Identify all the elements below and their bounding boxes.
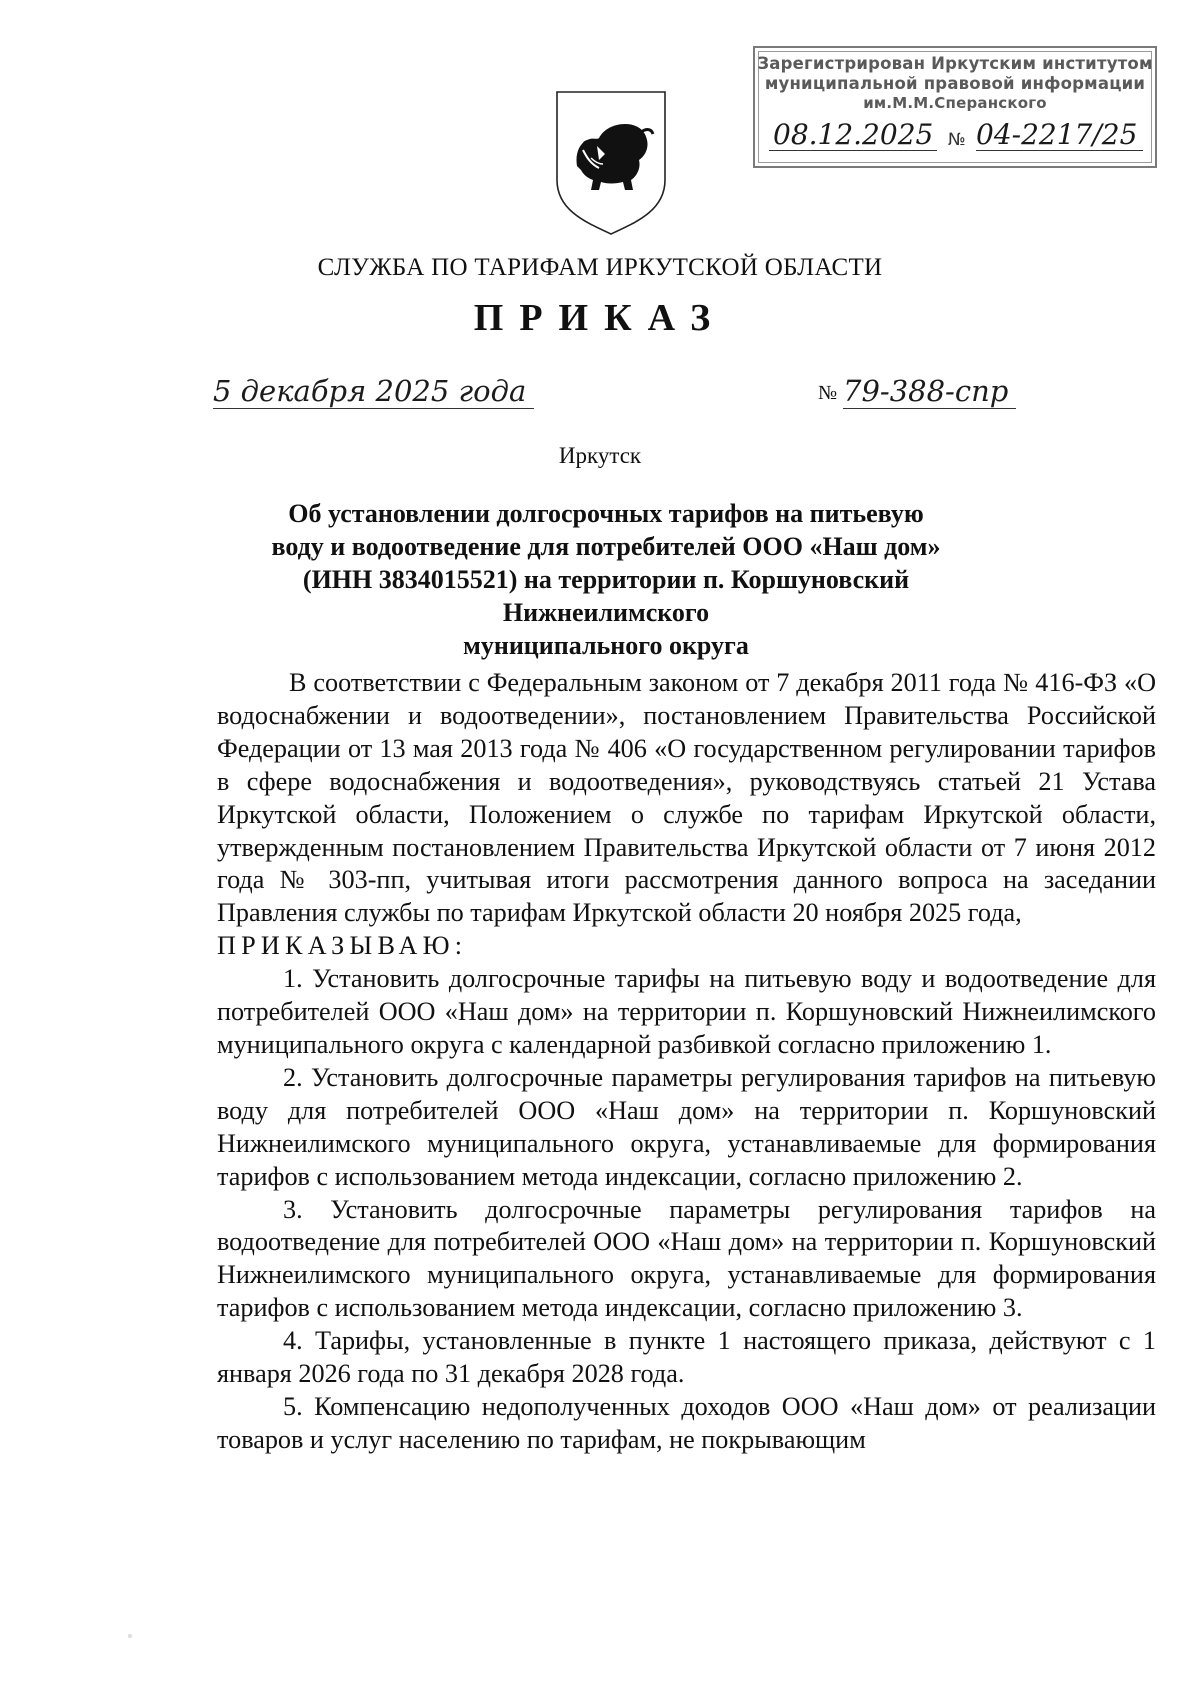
- stamp-number-label: №: [948, 130, 966, 150]
- order-number: 79-388-спр: [843, 374, 1016, 409]
- title-line: Об установлении долгосрочных тарифов на питьевую: [288, 499, 924, 528]
- item-paragraph: 2. Установить долгосрочные параметры регулирования тарифов на питьевую воду для потребителей ООО «Наш дом» на территории п. Коршуновский Нижнеилимского муниципального округа, устанавливаемые для формирования тарифов с использованием метода индексации, согласно приложению 2.: [217, 1062, 1156, 1191]
- stamp-line-1: Зарегистрирован Иркутским институтом: [757, 54, 1153, 73]
- agency-name: СЛУЖБА ПО ТАРИФАМ ИРКУТСКОЙ ОБЛАСТИ: [317, 254, 883, 281]
- stamp-registration-number: 04-2217/25: [976, 120, 1143, 151]
- stamp-registration-date: 08.12.2025: [769, 120, 937, 151]
- item-paragraph: 4. Тарифы, установленные в пункте 1 настоящего приказа, действуют с 1 января 2026 года по 31 декабря 2028 года.: [217, 1326, 1156, 1389]
- item-paragraph: 1. Установить долгосрочные тарифы на питьевую воду и водоотведение для потребителей ООО «Наш дом» на территории п. Коршуновский Нижнеилимского муниципального округа с календарной разбивкой согласно приложению 1.: [217, 964, 1156, 1059]
- title-line: муниципального округа: [463, 631, 749, 660]
- stamp-line-2: муниципальной правовой информации: [764, 74, 1146, 93]
- stamp-line-3: им.М.М.Сперанского: [863, 94, 1047, 112]
- decree-word: ПРИКАЗЫВАЮ:: [217, 931, 468, 961]
- coat-of-arms-icon: [553, 88, 669, 238]
- item-paragraph: 5. Компенсацию недополученных доходов ООО «Наш дом» от реализации товаров и услуг населению по тарифам, не покрывающим: [217, 1391, 1156, 1454]
- document-title: [220, 497, 992, 662]
- title-line: (ИНН 3834015521) на территории п. Коршуновский Нижнеилимского: [302, 565, 910, 627]
- registration-stamp: [753, 46, 1157, 168]
- preamble-paragraph: В соответствии с Федеральным законом от 7 декабря 2011 года № 416-ФЗ «О водоснабжении и водоотведении», постановлением Правительства Российской Федерации от 13 мая 2013 года № 406 «О государственном регулировании тарифов в сфере водоснабжения и водоотведения», руководствуясь статьей 21 Устава Иркутской области, Положением о службе по тарифам Иркутской области, утвержденным постановлением Правительства Иркутской области от 7 июня 2012 года № 303-пп, учитывая итоги рассмотрения данного вопроса на заседании Правления службы по тарифам Иркутской области 20 ноября 2025 года,: [217, 668, 1156, 928]
- order-date: 5 декабря 2025 года: [213, 374, 534, 409]
- document-type: ПРИКАЗ: [473, 297, 727, 339]
- scan-speck: [128, 1634, 132, 1638]
- document-body: [217, 667, 1156, 1457]
- order-number-label: №: [818, 382, 838, 404]
- city: Иркутск: [558, 443, 642, 468]
- title-line: воду и водоотведение для потребителей ООО «Наш дом»: [271, 532, 941, 561]
- item-paragraph: 3. Установить долгосрочные параметры регулирования тарифов на водоотведение для потребителей ООО «Наш дом» на территории п. Коршуновский Нижнеилимского муниципального округа, устанавливаемые для формирования тарифов с использованием метода индексации, согласно приложению 3.: [217, 1194, 1156, 1323]
